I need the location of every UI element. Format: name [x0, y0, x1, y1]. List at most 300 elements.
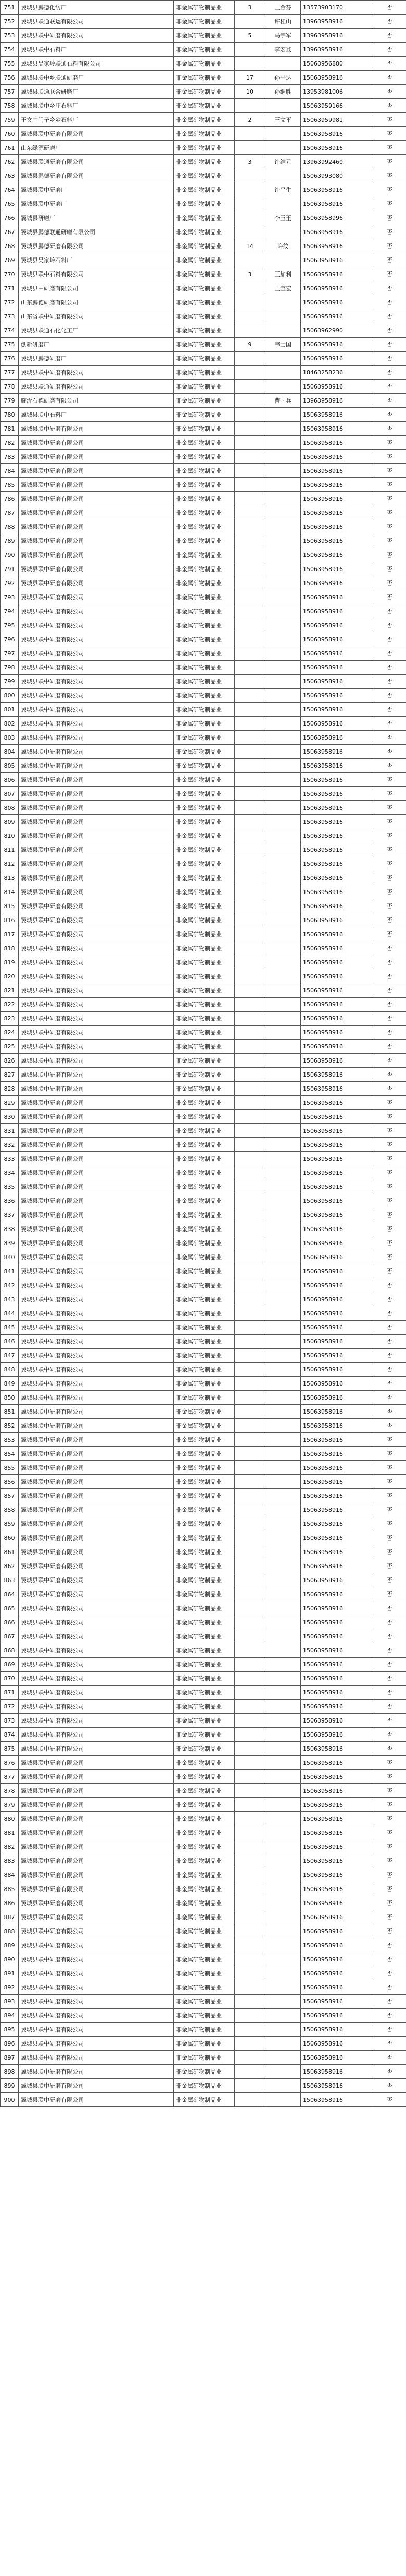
flag: 否 — [373, 548, 406, 562]
row-number: 766 — [1, 211, 19, 225]
flag: 否 — [373, 1952, 406, 1966]
table-row — [1, 1573, 406, 1587]
table-row — [1, 1672, 406, 1686]
flag: 否 — [373, 1194, 406, 1208]
employee-count — [235, 913, 265, 927]
contact-person — [265, 1166, 301, 1180]
flag: 否 — [373, 506, 406, 520]
contact-person — [265, 1629, 301, 1643]
contact-phone: 15063958916 — [301, 1180, 373, 1194]
row-number: 893 — [1, 1995, 19, 2009]
table-row — [1, 1068, 406, 1082]
row-number: 761 — [1, 141, 19, 155]
contact-person — [265, 717, 301, 731]
row-number: 841 — [1, 1264, 19, 1278]
contact-phone: 15063958916 — [301, 1840, 373, 1854]
contact-person — [265, 1854, 301, 1868]
flag: 否 — [373, 815, 406, 829]
contact-phone: 15063958916 — [301, 2051, 373, 2065]
industry: 非金属矿物制品业 — [174, 618, 235, 632]
industry: 非金属矿物制品业 — [174, 983, 235, 998]
industry: 非金属矿物制品业 — [174, 1278, 235, 1292]
industry: 非金属矿物制品业 — [174, 1658, 235, 1672]
row-number: 877 — [1, 1770, 19, 1784]
row-number: 752 — [1, 15, 19, 29]
industry: 非金属矿物制品业 — [174, 113, 235, 127]
employee-count: 5 — [235, 29, 265, 43]
contact-person — [265, 1208, 301, 1222]
contact-person — [265, 1531, 301, 1545]
enterprise-name: 翼城县联中研磨有限公司 — [19, 1278, 174, 1292]
employee-count — [235, 1180, 265, 1194]
table-row — [1, 1938, 406, 1952]
row-number: 821 — [1, 983, 19, 998]
employee-count — [235, 1040, 265, 1054]
industry: 非金属矿物制品业 — [174, 141, 235, 155]
contact-phone: 15063958916 — [301, 1461, 373, 1475]
enterprise-name: 翼城县联中研磨有限公司 — [19, 1503, 174, 1517]
contact-phone: 15063958916 — [301, 1924, 373, 1938]
row-number: 814 — [1, 885, 19, 899]
contact-phone: 15063958916 — [301, 969, 373, 983]
industry: 非金属矿物制品业 — [174, 998, 235, 1012]
enterprise-name: 翼城县联中研磨有限公司 — [19, 1798, 174, 1812]
contact-phone: 15063959166 — [301, 99, 373, 113]
contact-person — [265, 1503, 301, 1517]
table-row — [1, 113, 406, 127]
industry: 非金属矿物制品业 — [174, 436, 235, 450]
enterprise-name: 翼城县联中研磨有限公司 — [19, 1812, 174, 1826]
contact-person: 曹国兵 — [265, 394, 301, 408]
table-row — [1, 2023, 406, 2037]
flag: 否 — [373, 1700, 406, 1714]
enterprise-name: 翼城县联中研磨有限公司 — [19, 548, 174, 562]
industry: 非金属矿物制品业 — [174, 857, 235, 871]
contact-phone: 15063958916 — [301, 773, 373, 787]
employee-count — [235, 1321, 265, 1335]
employee-count — [235, 309, 265, 323]
table-row — [1, 1054, 406, 1068]
contact-phone: 15063958916 — [301, 829, 373, 843]
row-number: 798 — [1, 661, 19, 675]
contact-phone: 15063958916 — [301, 787, 373, 801]
table-row — [1, 590, 406, 604]
enterprise-name: 翼城县联中研磨有限公司 — [19, 927, 174, 941]
row-number: 857 — [1, 1489, 19, 1503]
row-number: 849 — [1, 1377, 19, 1391]
table-row — [1, 338, 406, 352]
contact-person — [265, 899, 301, 913]
table-row — [1, 829, 406, 843]
row-number: 805 — [1, 759, 19, 773]
contact-phone: 15063958916 — [301, 1236, 373, 1250]
employee-count — [235, 464, 265, 478]
flag: 否 — [373, 1110, 406, 1124]
table-row — [1, 2009, 406, 2023]
contact-person — [265, 829, 301, 843]
contact-person — [265, 1784, 301, 1798]
contact-person — [265, 1475, 301, 1489]
table-row — [1, 1770, 406, 1784]
industry: 非金属矿物制品业 — [174, 1980, 235, 1995]
contact-phone: 15063958916 — [301, 1419, 373, 1433]
employee-count — [235, 829, 265, 843]
contact-phone: 15063958916 — [301, 1138, 373, 1152]
row-number: 793 — [1, 590, 19, 604]
employee-count — [235, 1643, 265, 1658]
table-row — [1, 857, 406, 871]
contact-phone: 15063958916 — [301, 1166, 373, 1180]
industry: 非金属矿物制品业 — [174, 1026, 235, 1040]
contact-phone: 15063958916 — [301, 1910, 373, 1924]
table-row — [1, 1629, 406, 1643]
employee-count — [235, 281, 265, 295]
enterprise-name: 翼城县联中研磨有限公司 — [19, 422, 174, 436]
industry: 非金属矿物制品业 — [174, 885, 235, 899]
row-number: 768 — [1, 239, 19, 253]
table-row — [1, 1306, 406, 1321]
row-number: 797 — [1, 646, 19, 661]
enterprise-name: 翼城县联中研磨有限公司 — [19, 1264, 174, 1278]
industry: 非金属矿物制品业 — [174, 1503, 235, 1517]
contact-person — [265, 1615, 301, 1629]
employee-count — [235, 1559, 265, 1573]
employee-count — [235, 1236, 265, 1250]
row-number: 886 — [1, 1896, 19, 1910]
employee-count — [235, 759, 265, 773]
flag: 否 — [373, 773, 406, 787]
row-number: 767 — [1, 225, 19, 239]
employee-count — [235, 1517, 265, 1531]
contact-phone: 15063958916 — [301, 1587, 373, 1601]
flag: 否 — [373, 913, 406, 927]
row-number: 803 — [1, 731, 19, 745]
row-number: 762 — [1, 155, 19, 169]
industry: 非金属矿物制品业 — [174, 1335, 235, 1349]
industry: 非金属矿物制品业 — [174, 1714, 235, 1728]
employee-count — [235, 675, 265, 689]
table-row — [1, 1840, 406, 1854]
enterprise-name: 翼城县联中研磨有限公司 — [19, 1643, 174, 1658]
industry: 非金属矿物制品业 — [174, 155, 235, 169]
industry: 非金属矿物制品业 — [174, 1068, 235, 1082]
row-number: 870 — [1, 1672, 19, 1686]
contact-phone: 15063958916 — [301, 197, 373, 211]
industry: 非金属矿物制品业 — [174, 1643, 235, 1658]
contact-person — [265, 1377, 301, 1391]
table-row — [1, 436, 406, 450]
row-number: 815 — [1, 899, 19, 913]
table-row — [1, 1742, 406, 1756]
enterprise-name: 翼城县联中研磨有限公司 — [19, 717, 174, 731]
flag: 否 — [373, 1166, 406, 1180]
flag: 否 — [373, 450, 406, 464]
row-number: 772 — [1, 295, 19, 309]
table-row — [1, 15, 406, 29]
employee-count — [235, 1995, 265, 2009]
flag: 否 — [373, 1924, 406, 1938]
table-row — [1, 2037, 406, 2051]
industry: 非金属矿物制品业 — [174, 1110, 235, 1124]
contact-phone: 15063958916 — [301, 380, 373, 394]
table-row — [1, 717, 406, 731]
contact-phone: 15063958916 — [301, 1531, 373, 1545]
table-row — [1, 1180, 406, 1194]
flag: 否 — [373, 745, 406, 759]
contact-person — [265, 2037, 301, 2051]
contact-person — [265, 1461, 301, 1475]
contact-phone: 15063958916 — [301, 675, 373, 689]
row-number: 899 — [1, 2079, 19, 2093]
contact-phone: 15063958916 — [301, 1882, 373, 1896]
contact-person — [265, 885, 301, 899]
enterprise-name: 翼城县联中研磨有限公司 — [19, 1995, 174, 2009]
contact-person — [265, 295, 301, 309]
contact-person — [265, 2065, 301, 2079]
employee-count — [235, 1264, 265, 1278]
flag: 否 — [373, 1208, 406, 1222]
enterprise-name: 翼城县联中研磨有限公司 — [19, 576, 174, 590]
contact-phone: 15063958916 — [301, 1489, 373, 1503]
contact-person — [265, 1222, 301, 1236]
enterprise-name: 翼城县联中研磨有限公司 — [19, 562, 174, 576]
flag: 否 — [373, 1826, 406, 1840]
enterprise-name: 翼城县联中研磨有限公司 — [19, 1391, 174, 1405]
contact-phone: 15063958916 — [301, 1292, 373, 1306]
row-number: 776 — [1, 352, 19, 366]
flag: 否 — [373, 871, 406, 885]
contact-person: 王金芬 — [265, 1, 301, 15]
flag: 否 — [373, 492, 406, 506]
employee-count: 3 — [235, 155, 265, 169]
contact-person — [265, 843, 301, 857]
contact-person — [265, 731, 301, 745]
employee-count — [235, 169, 265, 183]
flag: 否 — [373, 1040, 406, 1054]
row-number: 833 — [1, 1152, 19, 1166]
enterprise-name: 翼城县联中研磨有限公司 — [19, 1728, 174, 1742]
table-row — [1, 352, 406, 366]
employee-count — [235, 1349, 265, 1363]
employee-count — [235, 1152, 265, 1166]
row-number: 885 — [1, 1882, 19, 1896]
table-row — [1, 1026, 406, 1040]
industry: 非金属矿物制品业 — [174, 1798, 235, 1812]
table-row — [1, 1658, 406, 1672]
contact-person: 王宝宏 — [265, 281, 301, 295]
contact-person — [265, 675, 301, 689]
flag: 否 — [373, 1798, 406, 1812]
table-row — [1, 1924, 406, 1938]
contact-person — [265, 1686, 301, 1700]
enterprise-name: 翼城县联通联合研磨厂 — [19, 85, 174, 99]
employee-count — [235, 998, 265, 1012]
contact-phone: 13953981006 — [301, 85, 373, 99]
table-row — [1, 1040, 406, 1054]
flag: 否 — [373, 1026, 406, 1040]
table-row — [1, 1910, 406, 1924]
enterprise-name: 翼城县联中研磨有限公司 — [19, 913, 174, 927]
industry: 非金属矿物制品业 — [174, 1433, 235, 1447]
flag: 否 — [373, 436, 406, 450]
table-row — [1, 127, 406, 141]
table-row — [1, 801, 406, 815]
contact-person — [265, 2051, 301, 2065]
flag: 否 — [373, 29, 406, 43]
contact-phone: 15063958916 — [301, 267, 373, 281]
employee-count — [235, 899, 265, 913]
employee-count — [235, 1826, 265, 1840]
row-number: 822 — [1, 998, 19, 1012]
table-row — [1, 703, 406, 717]
flag: 否 — [373, 1068, 406, 1082]
row-number: 778 — [1, 380, 19, 394]
row-number: 751 — [1, 1, 19, 15]
row-number: 888 — [1, 1924, 19, 1938]
table-body — [1, 1, 406, 2107]
row-number: 811 — [1, 843, 19, 857]
contact-phone: 15063958916 — [301, 983, 373, 998]
table-row — [1, 1475, 406, 1489]
table-row — [1, 1826, 406, 1840]
flag: 否 — [373, 1728, 406, 1742]
contact-phone: 15063958916 — [301, 562, 373, 576]
enterprise-name: 翼城县联中研磨有限公司 — [19, 1166, 174, 1180]
enterprise-name: 翼城县联中研磨有限公司 — [19, 1601, 174, 1615]
flag: 否 — [373, 1335, 406, 1349]
flag: 否 — [373, 366, 406, 380]
row-number: 771 — [1, 281, 19, 295]
industry: 非金属矿物制品业 — [174, 941, 235, 955]
employee-count — [235, 1798, 265, 1812]
table-row — [1, 253, 406, 267]
row-number: 787 — [1, 506, 19, 520]
enterprise-name: 翼城县联中研磨有限公司 — [19, 1082, 174, 1096]
row-number: 850 — [1, 1391, 19, 1405]
flag: 否 — [373, 478, 406, 492]
flag: 否 — [373, 632, 406, 646]
employee-count — [235, 703, 265, 717]
table-row — [1, 1, 406, 15]
table-row — [1, 1868, 406, 1882]
industry: 非金属矿物制品业 — [174, 969, 235, 983]
row-number: 892 — [1, 1980, 19, 1995]
contact-person — [265, 1236, 301, 1250]
table-row — [1, 408, 406, 422]
flag: 否 — [373, 1742, 406, 1756]
table-row — [1, 169, 406, 183]
contact-person: 许平生 — [265, 183, 301, 197]
enterprise-name: 翼城县联通联运有限公司 — [19, 15, 174, 29]
contact-phone: 15063958916 — [301, 1082, 373, 1096]
industry: 非金属矿物制品业 — [174, 689, 235, 703]
contact-person — [265, 1882, 301, 1896]
flag: 否 — [373, 1138, 406, 1152]
table-row — [1, 941, 406, 955]
table-row — [1, 1784, 406, 1798]
row-number: 806 — [1, 773, 19, 787]
row-number: 867 — [1, 1629, 19, 1643]
row-number: 754 — [1, 43, 19, 57]
industry: 非金属矿物制品业 — [174, 450, 235, 464]
contact-person — [265, 57, 301, 71]
contact-phone: 15063958916 — [301, 1194, 373, 1208]
row-number: 758 — [1, 99, 19, 113]
contact-phone: 15063958916 — [301, 843, 373, 857]
contact-person — [265, 871, 301, 885]
row-number: 861 — [1, 1545, 19, 1559]
enterprise-name: 翼城县联中研磨有限公司 — [19, 1180, 174, 1194]
table-row — [1, 913, 406, 927]
flag: 否 — [373, 1292, 406, 1306]
contact-phone: 15063958916 — [301, 2023, 373, 2037]
industry: 非金属矿物制品业 — [174, 99, 235, 113]
contact-phone: 15063958916 — [301, 885, 373, 899]
table-row — [1, 1643, 406, 1658]
table-row — [1, 309, 406, 323]
flag: 否 — [373, 689, 406, 703]
flag: 否 — [373, 1405, 406, 1419]
employee-count — [235, 295, 265, 309]
employee-count — [235, 1335, 265, 1349]
row-number: 824 — [1, 1026, 19, 1040]
employee-count — [235, 422, 265, 436]
contact-phone: 15063958916 — [301, 1601, 373, 1615]
enterprise-name: 翼城县联中研磨有限公司 — [19, 1629, 174, 1643]
row-number: 882 — [1, 1840, 19, 1854]
row-number: 783 — [1, 450, 19, 464]
employee-count — [235, 590, 265, 604]
flag: 否 — [373, 113, 406, 127]
employee-count — [235, 15, 265, 29]
table-row — [1, 731, 406, 745]
industry: 非金属矿物制品业 — [174, 1826, 235, 1840]
contact-phone: 15063958916 — [301, 646, 373, 661]
flag: 否 — [373, 1573, 406, 1587]
contact-person — [265, 1180, 301, 1194]
industry: 非金属矿物制品业 — [174, 871, 235, 885]
row-number: 757 — [1, 85, 19, 99]
industry: 非金属矿物制品业 — [174, 731, 235, 745]
employee-count — [235, 983, 265, 998]
table-row — [1, 155, 406, 169]
contact-person — [265, 2093, 301, 2107]
enterprise-name: 临沂石德研磨有限公司 — [19, 394, 174, 408]
flag: 否 — [373, 211, 406, 225]
industry: 非金属矿物制品业 — [174, 1264, 235, 1278]
contact-person: 孙平达 — [265, 71, 301, 85]
enterprise-name: 翼城县联中研磨有限公司 — [19, 731, 174, 745]
employee-count: 10 — [235, 85, 265, 99]
industry: 非金属矿物制品业 — [174, 225, 235, 239]
contact-person: 李宏登 — [265, 43, 301, 57]
employee-count — [235, 1980, 265, 1995]
flag: 否 — [373, 1517, 406, 1531]
enterprise-name: 翼城县联中研磨有限公司 — [19, 29, 174, 43]
employee-count — [235, 1629, 265, 1643]
industry: 非金属矿物制品业 — [174, 1138, 235, 1152]
table-row — [1, 1222, 406, 1236]
contact-person — [265, 969, 301, 983]
row-number: 845 — [1, 1321, 19, 1335]
contact-person — [265, 225, 301, 239]
flag: 否 — [373, 1938, 406, 1952]
employee-count — [235, 323, 265, 338]
row-number: 883 — [1, 1854, 19, 1868]
employee-count — [235, 1784, 265, 1798]
industry: 非金属矿物制品业 — [174, 1896, 235, 1910]
contact-person — [265, 1194, 301, 1208]
